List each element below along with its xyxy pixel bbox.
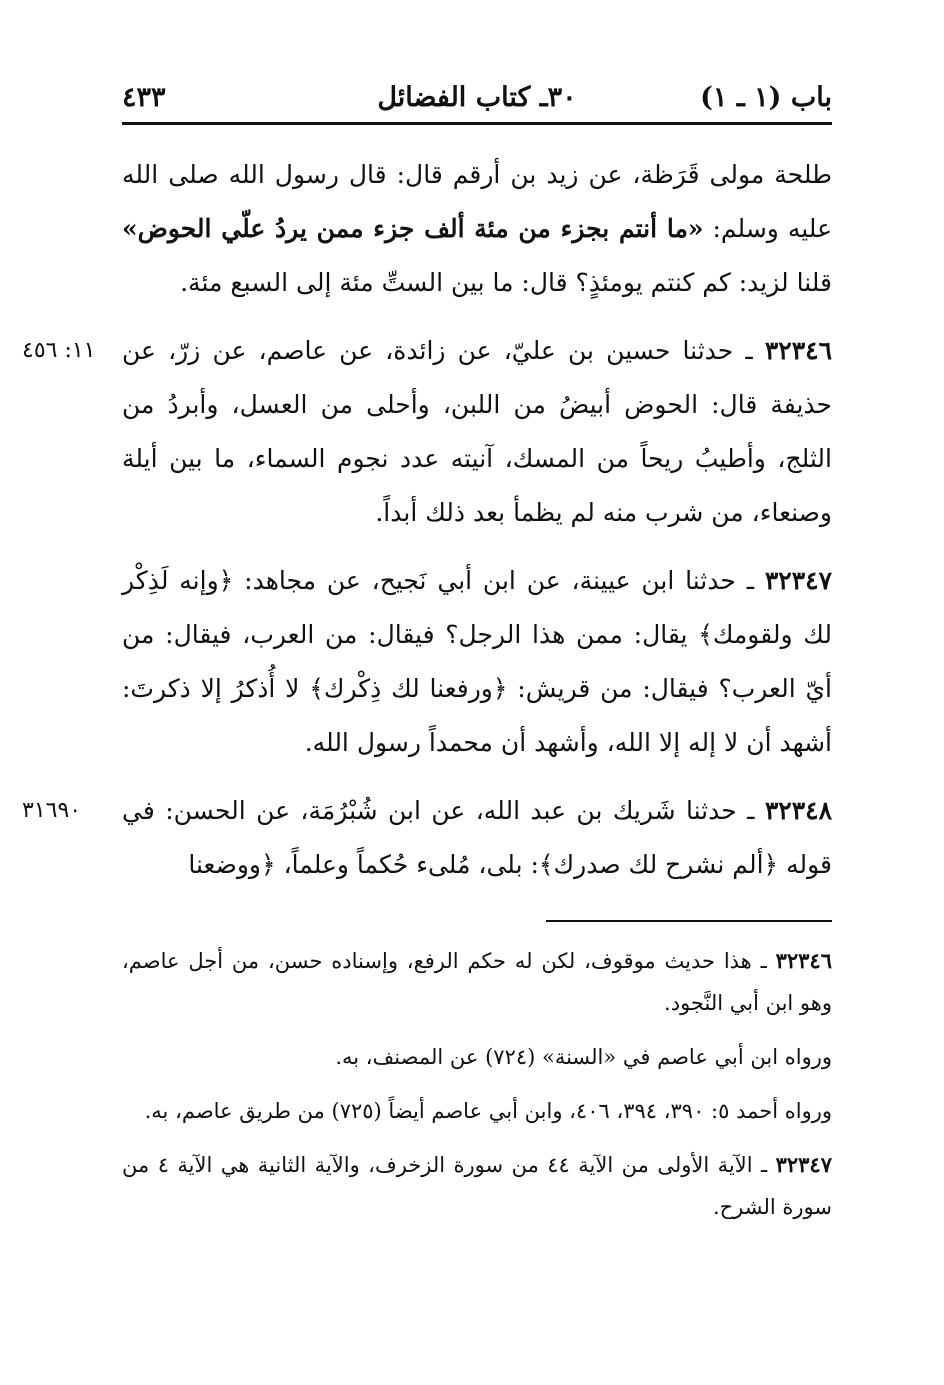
- footnote-number: ٣٢٣٤٧: [775, 1152, 832, 1177]
- footnote: [122, 1090, 832, 1132]
- footnote: [122, 1144, 832, 1228]
- running-header: [122, 78, 832, 122]
- page-number: ٤٣٣: [122, 82, 166, 113]
- footnotes: [122, 940, 832, 1228]
- continued-text: طلحة مولى قَرَظة، عن زيد بن أرقم قال: قال رسول الله صلى الله عليه وسلم:: [122, 160, 832, 243]
- book-title: ٣٠ـ كتاب الفضائل: [377, 82, 577, 113]
- hadith-32346: [22, 324, 832, 540]
- continued-text-end: قلنا لزيد: كم كنتم يومئذٍ؟ قال: ما بين الستِّ مئة إلى السبع مئة.: [180, 268, 832, 297]
- hadith-number: ٣٢٣٤٦: [764, 336, 832, 365]
- margin-reference: ١١: ٤٥٦: [22, 338, 96, 363]
- footnote-text: ورواه أحمد ٥: ٣٩٠، ٣٩٤، ٤٠٦، وابن أبي عاصم أيضاً (٧٢٥) من طريق عاصم، به.: [144, 1099, 832, 1123]
- hadith-number: ٣٢٣٤٧: [764, 566, 832, 595]
- margin-reference: ٣١٦٩٠: [22, 798, 82, 823]
- chapter-label: باب (١ ـ ١): [700, 82, 832, 113]
- main-text: [22, 148, 832, 892]
- hadith-32347: [122, 554, 832, 770]
- footnote: [122, 1036, 832, 1078]
- footnote-text: ـ هذا حديث موقوف، لكن له حكم الرفع، وإسناده حسن، من أجل عاصم، وهو ابن أبي النَّجود.: [122, 949, 832, 1015]
- footnote-divider: [546, 920, 832, 922]
- header-divider: [122, 122, 832, 125]
- footnote-text: ورواه ابن أبي عاصم في «السنة» (٧٢٤) عن المصنف، به.: [335, 1045, 832, 1069]
- hadith-text: ـ حدثنا حسين بن عليّ، عن زائدة، عن عاصم، عن زرّ، عن حذيفة قال: الحوض أبيضُ من اللبن، وأحلى من العسل، وأبردُ من الثلج، وأطيبُ ريحاً من المسك، آنيته عدد نجوم السماء، ما بين أيلة وصنعاء، من شرب منه لم يظمأ بعد ذلك أبداً.: [122, 336, 832, 527]
- hadith-32348: [22, 784, 832, 892]
- footnote-number: ٣٢٣٤٦: [775, 948, 832, 973]
- hadith-text: ـ حدثنا شَريك بن عبد الله، عن ابن شُبْرُمَة، عن الحسن: في قوله ﴿ألم نشرح لك صدرك﴾: بلى، مُلىء حُكماً وعلماً، ﴿ووضعنا: [122, 796, 832, 879]
- prophetic-quote: «ما أنتم بجزء من مئة ألف جزء ممن يردُ علّي الحوض»: [122, 214, 704, 243]
- continued-hadith: [122, 148, 832, 310]
- footnote-text: ـ الآية الأولى من الآية ٤٤ من سورة الزخرف، والآية الثانية هي الآية ٤ من سورة الشرح.: [122, 1153, 832, 1219]
- hadith-text: ـ حدثنا ابن عيينة، عن ابن أبي نَجيح، عن مجاهد: ﴿وإنه لَذِكْر لك ولقومك﴾ يقال: ممن هذا الرجل؟ فيقال: من العرب، فيقال: من أيّ العرب؟ فيقال: من قريش: ﴿ورفعنا لك ذِكْرك﴾ لا أُذكرُ إلا ذكرتَ: أشهد أن لا إله إلا الله، وأشهد أن محمداً رسول الله.: [122, 566, 832, 757]
- hadith-number: ٣٢٣٤٨: [764, 796, 832, 825]
- footnote: [122, 940, 832, 1024]
